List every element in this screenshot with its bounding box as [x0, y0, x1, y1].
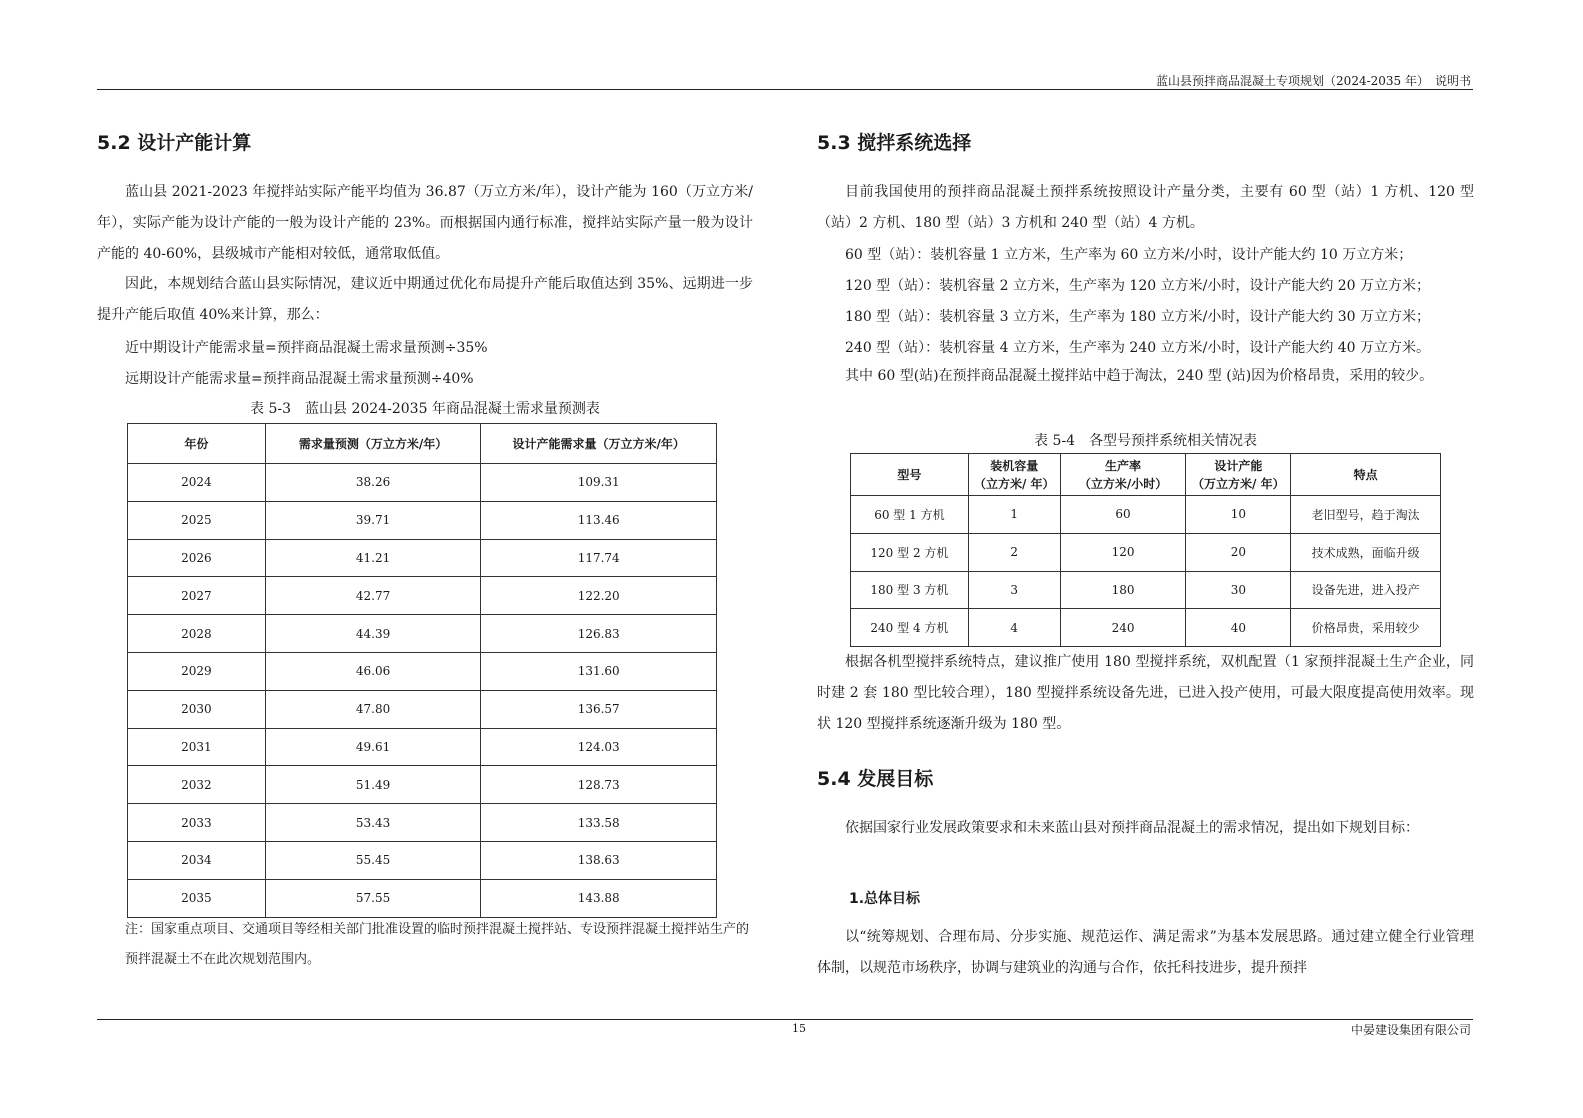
table-cell: 47.80 [265, 690, 481, 728]
table-row [128, 841, 717, 879]
table-cell: 38.26 [265, 464, 481, 502]
table-row [128, 879, 717, 917]
table-cell: 126.83 [481, 615, 717, 653]
table-cell: 180 [1060, 571, 1186, 609]
table-row [851, 571, 1441, 609]
paragraph-goals-intro: 依据国家行业发展政策要求和未来蓝山县对预拌商品混凝土的需求情况，提出如下规划目标： [845, 820, 1419, 836]
table-cell: 2031 [128, 728, 266, 766]
table-cell: 143.88 [481, 879, 717, 917]
spec-180-type: 180 型（站）：装机容量 3 立方米，生产率为 180 立方米/小时，设计产能大约 30 万立方米； [845, 309, 1431, 325]
table-row [128, 766, 717, 804]
table-row [128, 728, 717, 766]
table-cell: 180 型 3 方机 [851, 571, 969, 609]
table-cell: 老旧型号，趋于淘汰 [1291, 496, 1441, 534]
table-cell: 138.63 [481, 841, 717, 879]
formula-near-term: 近中期设计产能需求量=预拌商品混凝土需求量预测÷35% [125, 340, 488, 356]
table-cell: 120 型 2 方机 [851, 533, 969, 571]
document-title: 蓝山县预拌商品混凝土专项规划（2024-2035 年） 说明书 [1156, 74, 1471, 88]
header-model: 型号 [851, 454, 969, 496]
table-cell: 128.73 [481, 766, 717, 804]
table-cell: 41.21 [265, 539, 481, 577]
page-number: 15 [792, 1022, 806, 1035]
table-cell: 39.71 [265, 501, 481, 539]
table-cell: 2027 [128, 577, 266, 615]
table-cell: 1 [968, 496, 1060, 534]
paragraph-mixer-types: 目前我国使用的预拌商品混凝土预拌系统按照设计产量分类，主要有 60 型（站）1 方机、120 型（站）2 方机、180 型（站）3 方机和 240 型（站）4 方机。 [817, 184, 1474, 231]
subheading-overall-goal: 1.总体目标 [849, 891, 921, 907]
table-cell: 2025 [128, 501, 266, 539]
table-row [128, 539, 717, 577]
table-row [128, 501, 717, 539]
spec-60-type: 60 型（站）：装机容量 1 立方米，生产率为 60 立方米/小时，设计产能大约 10 万立方米； [845, 247, 1413, 263]
table-cell: 122.20 [481, 577, 717, 615]
table-cell: 4 [968, 609, 1060, 647]
section-heading-5-3: 5.3 搅拌系统选择 [817, 132, 972, 154]
paragraph-capacity-assumption: 因此，本规划结合蓝山县实际情况，建议近中期通过优化布局提升产能后取值达到 35%、远期进一步提升产能后取值 40%来计算，那么： [97, 276, 753, 323]
table-cell: 2035 [128, 879, 266, 917]
table-cell: 40 [1186, 609, 1291, 647]
header-design-capacity: 设计产能 （万立方米/ 年） [1186, 454, 1291, 496]
table-cell: 20 [1186, 533, 1291, 571]
header-installed-capacity: 装机容量 （立方米/ 年） [968, 454, 1060, 496]
table-row [128, 690, 717, 728]
mixer-system-table [850, 453, 1441, 647]
table-header-row [851, 454, 1441, 496]
table-cell: 设备先进，进入投产 [1291, 571, 1441, 609]
table-cell: 2028 [128, 615, 266, 653]
table-cell: 技术成熟，面临升级 [1291, 533, 1441, 571]
header-capacity: 设计产能需求量（万立方米/年） [481, 424, 717, 464]
table-cell: 46.06 [265, 652, 481, 690]
spec-240-type: 240 型（站）：装机容量 4 立方米，生产率为 240 立方米/小时，设计产能大约 40 万立方米。 [845, 340, 1431, 356]
table-cell: 124.03 [481, 728, 717, 766]
table-cell: 240 [1060, 609, 1186, 647]
spec-120-type: 120 型（站）：装机容量 2 立方米，生产率为 120 立方米/小时，设计产能大约 20 万立方米； [845, 278, 1431, 294]
table-cell: 2029 [128, 652, 266, 690]
paragraph-recommendation: 根据各机型搅拌系统特点，建议推广使用 180 型搅拌系统，双机配置（1 家预拌混凝土生产企业，同时建 2 套 180 型比较合理），180 型搅拌系统设备先进，已进入投产使用，可最大限度提高使用效率。现状 120 型搅拌系统逐渐升级为 180 型。 [817, 654, 1474, 732]
table-header-row [128, 424, 717, 464]
table-cell: 117.74 [481, 539, 717, 577]
table-cell: 49.61 [265, 728, 481, 766]
section-heading-5-2: 5.2 设计产能计算 [97, 132, 252, 154]
table-row [851, 609, 1441, 647]
table-cell: 2030 [128, 690, 266, 728]
table-cell: 2033 [128, 804, 266, 842]
table-cell: 3 [968, 571, 1060, 609]
paragraph-capacity-intro: 蓝山县 2021-2023 年搅拌站实际产能平均值为 36.87（万立方米/年），设计产能为 160（万立方米/年），实际产能为设计产能的一般为设计产能的 23%。而根据国内通行标准，搅拌站实际产量一般为设计产能的 40-60%，县级城市产能相对较低，通常取低值。 [97, 184, 753, 262]
table-row [128, 804, 717, 842]
section-heading-5-4: 5.4 发展目标 [817, 768, 934, 790]
paragraph-overall-goal: 以“统筹规划、合理布局、分步实施、规范运作、满足需求”为基本发展思路。通过建立健全行业管理体制，以规范市场秩序，协调与建筑业的沟通与合作，依托科技进步，提升预拌 [817, 929, 1474, 976]
table-cell: 2 [968, 533, 1060, 571]
table-cell: 2032 [128, 766, 266, 804]
formula-long-term: 远期设计产能需求量=预拌商品混凝土需求量预测÷40% [125, 371, 474, 387]
table-cell: 53.43 [265, 804, 481, 842]
table-cell: 44.39 [265, 615, 481, 653]
paragraph-type-status: 其中 60 型(站)在预拌商品混凝土搅拌站中趋于淘汰，240 型 (站)因为价格昂贵，采用的较少。 [845, 368, 1434, 384]
company-name: 中晏建设集团有限公司 [1350, 1023, 1471, 1037]
demand-forecast-table [127, 423, 717, 918]
table-row [128, 577, 717, 615]
table-cell: 2026 [128, 539, 266, 577]
table-cell: 价格昂贵，采用较少 [1291, 609, 1441, 647]
table-cell: 109.31 [481, 464, 717, 502]
table-cell: 133.58 [481, 804, 717, 842]
table-row [851, 496, 1441, 534]
table-row [851, 533, 1441, 571]
table-cell: 60 [1060, 496, 1186, 534]
header-divider [97, 89, 1473, 90]
table-note: 注：国家重点项目、交通项目等经相关部门批准设置的临时预拌混凝土搅拌站、专设预拌混凝土搅拌站生产的预拌混凝土不在此次规划范围内。 [125, 922, 750, 967]
footer-divider [97, 1019, 1473, 1020]
table-cell: 2034 [128, 841, 266, 879]
table-row [128, 652, 717, 690]
table-caption-5-3: 表 5-3 蓝山县 2024-2035 年商品混凝土需求量预测表 [250, 401, 600, 417]
table-row [128, 464, 717, 502]
header-year: 年份 [128, 424, 266, 464]
table-row [128, 615, 717, 653]
table-cell: 42.77 [265, 577, 481, 615]
table-cell: 55.45 [265, 841, 481, 879]
table-cell: 131.60 [481, 652, 717, 690]
table-caption-5-4: 表 5-4 各型号预拌系统相关情况表 [1034, 433, 1257, 449]
header-production-rate: 生产率 （立方米/小时） [1060, 454, 1186, 496]
table-cell: 51.49 [265, 766, 481, 804]
table-cell: 30 [1186, 571, 1291, 609]
table-cell: 113.46 [481, 501, 717, 539]
header-features: 特点 [1291, 454, 1441, 496]
header-demand: 需求量预测（万立方米/年） [265, 424, 481, 464]
table-cell: 120 [1060, 533, 1186, 571]
table-cell: 10 [1186, 496, 1291, 534]
table-cell: 136.57 [481, 690, 717, 728]
table-cell: 2024 [128, 464, 266, 502]
table-cell: 60 型 1 方机 [851, 496, 969, 534]
table-cell: 57.55 [265, 879, 481, 917]
table-cell: 240 型 4 方机 [851, 609, 969, 647]
